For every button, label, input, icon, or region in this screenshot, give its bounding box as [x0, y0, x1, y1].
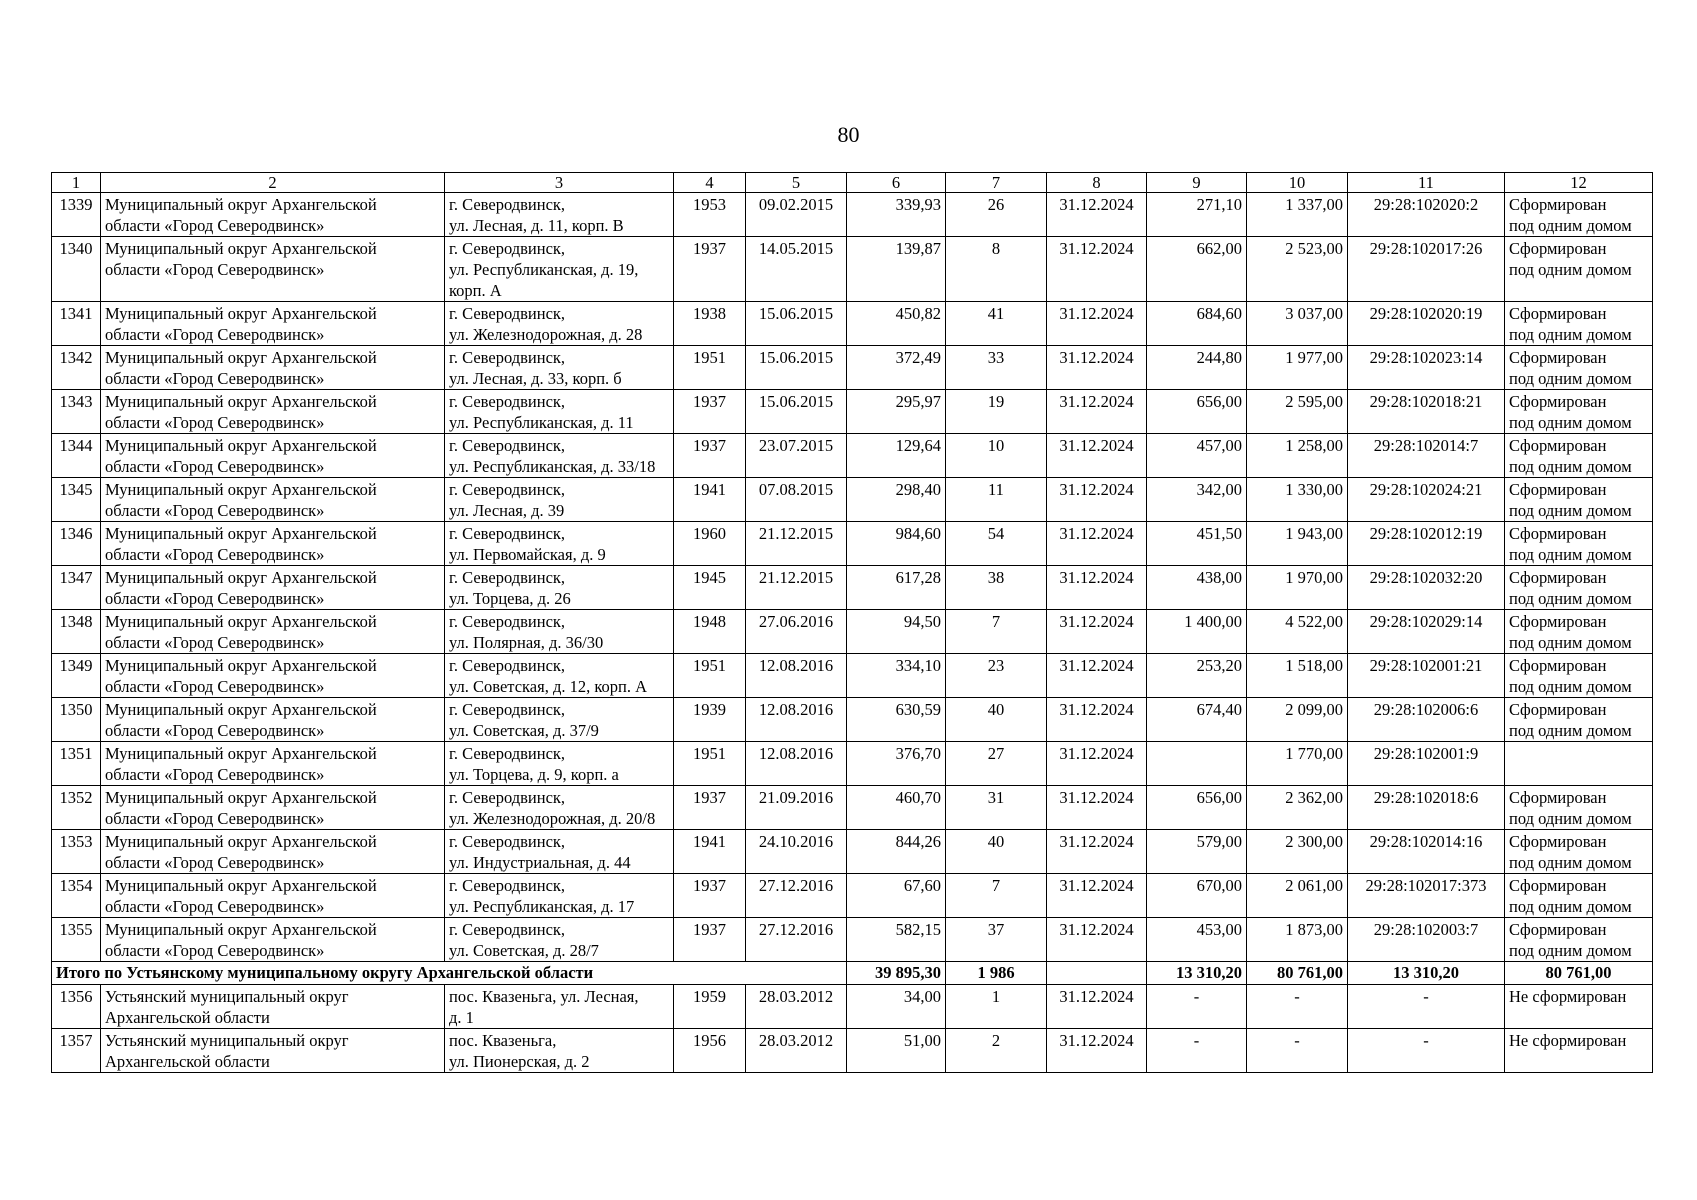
- owner-cell: Муниципальный округ Архангельской области «Город Северодвинск»: [101, 346, 445, 390]
- address-cell: г. Северодвинск, ул. Республиканская, д. 17: [445, 874, 674, 918]
- year-cell: 1937: [674, 390, 746, 434]
- area-cell: 298,40: [847, 478, 946, 522]
- deadline-cell: 31.12.2024: [1047, 1029, 1147, 1073]
- people-cell: 54: [946, 522, 1047, 566]
- area-cell: 844,26: [847, 830, 946, 874]
- address-cell: г. Северодвинск, ул. Республиканская, д. 11: [445, 390, 674, 434]
- address-cell: г. Северодвинск, ул. Советская, д. 12, корп. А: [445, 654, 674, 698]
- date-cell: 14.05.2015: [746, 237, 847, 302]
- date-cell: 12.08.2016: [746, 742, 847, 786]
- row-number: 1340: [52, 237, 101, 302]
- total-land-area: 13 310,20: [1147, 962, 1247, 985]
- column-header: 6: [847, 173, 946, 193]
- table-row: [52, 193, 1653, 237]
- table-row: [52, 522, 1653, 566]
- table-row: [52, 786, 1653, 830]
- year-cell: 1956: [674, 1029, 746, 1073]
- year-cell: 1953: [674, 193, 746, 237]
- total-status: 80 761,00: [1505, 962, 1653, 985]
- table-row: [52, 346, 1653, 390]
- owner-cell: Муниципальный округ Архангельской области «Город Северодвинск»: [101, 742, 445, 786]
- deadline-cell: 31.12.2024: [1047, 742, 1147, 786]
- land-area-cell: 438,00: [1147, 566, 1247, 610]
- table-row: [52, 1029, 1653, 1073]
- people-cell: 38: [946, 566, 1047, 610]
- status-cell: Сформирован под одним домом: [1505, 698, 1653, 742]
- cadastre-cell: 29:28:102006:6: [1348, 698, 1505, 742]
- date-cell: 23.07.2015: [746, 434, 847, 478]
- status-cell: Не сформирован: [1505, 1029, 1653, 1073]
- column-header: 8: [1047, 173, 1147, 193]
- status-cell: Сформирован под одним домом: [1505, 566, 1653, 610]
- year-cell: 1937: [674, 434, 746, 478]
- cadastre-cell: 29:28:102029:14: [1348, 610, 1505, 654]
- deadline-cell: 31.12.2024: [1047, 830, 1147, 874]
- housing-table: [51, 172, 1653, 1073]
- status-cell: Сформирован под одним домом: [1505, 237, 1653, 302]
- address-cell: г. Северодвинск, ул. Республиканская, д. 33/18: [445, 434, 674, 478]
- deadline-cell: 31.12.2024: [1047, 522, 1147, 566]
- address-cell: г. Северодвинск, ул. Советская, д. 37/9: [445, 698, 674, 742]
- year-cell: 1945: [674, 566, 746, 610]
- row-number: 1348: [52, 610, 101, 654]
- owner-cell: Устьянский муниципальный округ Архангельской области: [101, 1029, 445, 1073]
- plot-area-cell: 1 337,00: [1247, 193, 1348, 237]
- address-cell: г. Северодвинск, ул. Лесная, д. 11, корп. В: [445, 193, 674, 237]
- total-empty: [1047, 962, 1147, 985]
- status-cell: Сформирован под одним домом: [1505, 874, 1653, 918]
- date-cell: 27.06.2016: [746, 610, 847, 654]
- people-cell: 11: [946, 478, 1047, 522]
- address-cell: г. Северодвинск, ул. Торцева, д. 26: [445, 566, 674, 610]
- deadline-cell: 31.12.2024: [1047, 566, 1147, 610]
- year-cell: 1948: [674, 610, 746, 654]
- table-row: [52, 654, 1653, 698]
- column-header: 5: [746, 173, 847, 193]
- land-area-cell: 656,00: [1147, 390, 1247, 434]
- people-cell: 27: [946, 742, 1047, 786]
- land-area-cell: 457,00: [1147, 434, 1247, 478]
- table-row: [52, 918, 1653, 962]
- area-cell: 372,49: [847, 346, 946, 390]
- year-cell: 1941: [674, 830, 746, 874]
- row-number: 1355: [52, 918, 101, 962]
- plot-area-cell: 2 099,00: [1247, 698, 1348, 742]
- row-number: 1344: [52, 434, 101, 478]
- plot-area-cell: 2 595,00: [1247, 390, 1348, 434]
- table-row: [52, 874, 1653, 918]
- people-cell: 8: [946, 237, 1047, 302]
- address-cell: г. Северодвинск, ул. Первомайская, д. 9: [445, 522, 674, 566]
- address-cell: г. Северодвинск, ул. Республиканская, д. 19, корп. А: [445, 237, 674, 302]
- column-header: 2: [101, 173, 445, 193]
- column-number-row: [52, 173, 1653, 193]
- column-header: 10: [1247, 173, 1348, 193]
- people-cell: 33: [946, 346, 1047, 390]
- cadastre-cell: 29:28:102018:6: [1348, 786, 1505, 830]
- cadastre-cell: 29:28:102020:2: [1348, 193, 1505, 237]
- people-cell: 7: [946, 610, 1047, 654]
- date-cell: 15.06.2015: [746, 302, 847, 346]
- table-row: [52, 390, 1653, 434]
- owner-cell: Муниципальный округ Архангельской области «Город Северодвинск»: [101, 918, 445, 962]
- deadline-cell: 31.12.2024: [1047, 346, 1147, 390]
- row-number: 1352: [52, 786, 101, 830]
- year-cell: 1951: [674, 742, 746, 786]
- deadline-cell: 31.12.2024: [1047, 786, 1147, 830]
- owner-cell: Муниципальный округ Архангельской области «Город Северодвинск»: [101, 830, 445, 874]
- deadline-cell: 31.12.2024: [1047, 698, 1147, 742]
- status-cell: Сформирован под одним домом: [1505, 302, 1653, 346]
- status-cell: Сформирован под одним домом: [1505, 434, 1653, 478]
- column-header: 1: [52, 173, 101, 193]
- row-number: 1339: [52, 193, 101, 237]
- date-cell: 15.06.2015: [746, 390, 847, 434]
- total-plot-area: 80 761,00: [1247, 962, 1348, 985]
- people-cell: 26: [946, 193, 1047, 237]
- table-row: [52, 478, 1653, 522]
- status-cell: Сформирован под одним домом: [1505, 786, 1653, 830]
- status-cell: Сформирован под одним домом: [1505, 478, 1653, 522]
- people-cell: 40: [946, 830, 1047, 874]
- date-cell: 28.03.2012: [746, 1029, 847, 1073]
- row-number: 1347: [52, 566, 101, 610]
- year-cell: 1951: [674, 346, 746, 390]
- year-cell: 1937: [674, 918, 746, 962]
- address-cell: г. Северодвинск, ул. Советская, д. 28/7: [445, 918, 674, 962]
- land-area-cell: 253,20: [1147, 654, 1247, 698]
- deadline-cell: 31.12.2024: [1047, 390, 1147, 434]
- cadastre-cell: -: [1348, 1029, 1505, 1073]
- land-area-cell: 674,40: [1147, 698, 1247, 742]
- land-area-cell: 453,00: [1147, 918, 1247, 962]
- area-cell: 334,10: [847, 654, 946, 698]
- row-number: 1357: [52, 1029, 101, 1073]
- date-cell: 21.09.2016: [746, 786, 847, 830]
- owner-cell: Муниципальный округ Архангельской области «Город Северодвинск»: [101, 237, 445, 302]
- year-cell: 1951: [674, 654, 746, 698]
- cadastre-cell: 29:28:102017:26: [1348, 237, 1505, 302]
- total-people: 1 986: [946, 962, 1047, 985]
- address-cell: г. Северодвинск, ул. Железнодорожная, д. 28: [445, 302, 674, 346]
- status-cell: Сформирован под одним домом: [1505, 193, 1653, 237]
- area-cell: 67,60: [847, 874, 946, 918]
- status-cell: Не сформирован: [1505, 985, 1653, 1029]
- land-area-cell: 684,60: [1147, 302, 1247, 346]
- owner-cell: Устьянский муниципальный округ Архангельской области: [101, 985, 445, 1029]
- deadline-cell: 31.12.2024: [1047, 302, 1147, 346]
- plot-area-cell: 2 362,00: [1247, 786, 1348, 830]
- land-area-cell: 656,00: [1147, 786, 1247, 830]
- column-header: 12: [1505, 173, 1653, 193]
- land-area-cell: -: [1147, 1029, 1247, 1073]
- people-cell: 10: [946, 434, 1047, 478]
- people-cell: 31: [946, 786, 1047, 830]
- row-number: 1354: [52, 874, 101, 918]
- cadastre-cell: 29:28:102032:20: [1348, 566, 1505, 610]
- people-cell: 2: [946, 1029, 1047, 1073]
- year-cell: 1959: [674, 985, 746, 1029]
- people-cell: 7: [946, 874, 1047, 918]
- address-cell: г. Северодвинск, ул. Индустриальная, д. 44: [445, 830, 674, 874]
- status-cell: Сформирован под одним домом: [1505, 390, 1653, 434]
- plot-area-cell: 1 518,00: [1247, 654, 1348, 698]
- deadline-cell: 31.12.2024: [1047, 874, 1147, 918]
- deadline-cell: 31.12.2024: [1047, 193, 1147, 237]
- row-number: 1343: [52, 390, 101, 434]
- plot-area-cell: 1 258,00: [1247, 434, 1348, 478]
- deadline-cell: 31.12.2024: [1047, 918, 1147, 962]
- column-header: 4: [674, 173, 746, 193]
- table-row: [52, 985, 1653, 1029]
- date-cell: 12.08.2016: [746, 654, 847, 698]
- deadline-cell: 31.12.2024: [1047, 985, 1147, 1029]
- people-cell: 1: [946, 985, 1047, 1029]
- plot-area-cell: 2 523,00: [1247, 237, 1348, 302]
- land-area-cell: 662,00: [1147, 237, 1247, 302]
- area-cell: 984,60: [847, 522, 946, 566]
- plot-area-cell: 2 061,00: [1247, 874, 1348, 918]
- area-cell: 617,28: [847, 566, 946, 610]
- date-cell: 21.12.2015: [746, 566, 847, 610]
- plot-area-cell: 1 977,00: [1247, 346, 1348, 390]
- plot-area-cell: -: [1247, 1029, 1348, 1073]
- area-cell: 376,70: [847, 742, 946, 786]
- land-area-cell: 271,10: [1147, 193, 1247, 237]
- date-cell: 24.10.2016: [746, 830, 847, 874]
- land-area-cell: 1 400,00: [1147, 610, 1247, 654]
- people-cell: 23: [946, 654, 1047, 698]
- table-row: [52, 434, 1653, 478]
- area-cell: 460,70: [847, 786, 946, 830]
- plot-area-cell: 1 943,00: [1247, 522, 1348, 566]
- table-row: [52, 237, 1653, 302]
- year-cell: 1937: [674, 237, 746, 302]
- land-area-cell: 670,00: [1147, 874, 1247, 918]
- date-cell: 21.12.2015: [746, 522, 847, 566]
- cadastre-cell: 29:28:102024:21: [1348, 478, 1505, 522]
- deadline-cell: 31.12.2024: [1047, 654, 1147, 698]
- cadastre-cell: 29:28:102017:373: [1348, 874, 1505, 918]
- plot-area-cell: 1 873,00: [1247, 918, 1348, 962]
- address-cell: г. Северодвинск, ул. Лесная, д. 39: [445, 478, 674, 522]
- area-cell: 94,50: [847, 610, 946, 654]
- year-cell: 1939: [674, 698, 746, 742]
- row-number: 1341: [52, 302, 101, 346]
- area-cell: 129,64: [847, 434, 946, 478]
- year-cell: 1941: [674, 478, 746, 522]
- cadastre-cell: 29:28:102001:21: [1348, 654, 1505, 698]
- deadline-cell: 31.12.2024: [1047, 478, 1147, 522]
- date-cell: 27.12.2016: [746, 874, 847, 918]
- owner-cell: Муниципальный округ Архангельской области «Город Северодвинск»: [101, 874, 445, 918]
- status-cell: [1505, 742, 1653, 786]
- land-area-cell: 451,50: [1147, 522, 1247, 566]
- table-row: [52, 742, 1653, 786]
- land-area-cell: 579,00: [1147, 830, 1247, 874]
- people-cell: 19: [946, 390, 1047, 434]
- plot-area-cell: 1 330,00: [1247, 478, 1348, 522]
- people-cell: 41: [946, 302, 1047, 346]
- deadline-cell: 31.12.2024: [1047, 237, 1147, 302]
- year-cell: 1938: [674, 302, 746, 346]
- owner-cell: Муниципальный округ Архангельской области «Город Северодвинск»: [101, 610, 445, 654]
- address-cell: г. Северодвинск, ул. Полярная, д. 36/30: [445, 610, 674, 654]
- address-cell: г. Северодвинск, ул. Железнодорожная, д. 20/8: [445, 786, 674, 830]
- area-cell: 51,00: [847, 1029, 946, 1073]
- date-cell: 07.08.2015: [746, 478, 847, 522]
- cadastre-cell: 29:28:102014:16: [1348, 830, 1505, 874]
- owner-cell: Муниципальный округ Архангельской области «Город Северодвинск»: [101, 654, 445, 698]
- area-cell: 139,87: [847, 237, 946, 302]
- status-cell: Сформирован под одним домом: [1505, 918, 1653, 962]
- status-cell: Сформирован под одним домом: [1505, 346, 1653, 390]
- row-number: 1356: [52, 985, 101, 1029]
- plot-area-cell: 1 970,00: [1247, 566, 1348, 610]
- owner-cell: Муниципальный округ Архангельской области «Город Северодвинск»: [101, 434, 445, 478]
- deadline-cell: 31.12.2024: [1047, 434, 1147, 478]
- owner-cell: Муниципальный округ Архангельской области «Город Северодвинск»: [101, 566, 445, 610]
- total-label: Итого по Устьянскому муниципальному округу Архангельской области: [52, 962, 847, 985]
- address-cell: пос. Квазеньга, ул. Лесная, д. 1: [445, 985, 674, 1029]
- row-number: 1346: [52, 522, 101, 566]
- year-cell: 1937: [674, 874, 746, 918]
- plot-area-cell: 3 037,00: [1247, 302, 1348, 346]
- year-cell: 1937: [674, 786, 746, 830]
- column-header: 7: [946, 173, 1047, 193]
- total-cadastre: 13 310,20: [1348, 962, 1505, 985]
- year-cell: 1960: [674, 522, 746, 566]
- land-area-cell: 244,80: [1147, 346, 1247, 390]
- owner-cell: Муниципальный округ Архангельской области «Город Северодвинск»: [101, 302, 445, 346]
- column-header: 3: [445, 173, 674, 193]
- plot-area-cell: 4 522,00: [1247, 610, 1348, 654]
- land-area-cell: 342,00: [1147, 478, 1247, 522]
- area-cell: 582,15: [847, 918, 946, 962]
- row-number: 1342: [52, 346, 101, 390]
- address-cell: г. Северодвинск, ул. Торцева, д. 9, корп. а: [445, 742, 674, 786]
- cadastre-cell: 29:28:102018:21: [1348, 390, 1505, 434]
- row-number: 1350: [52, 698, 101, 742]
- cadastre-cell: 29:28:102020:19: [1348, 302, 1505, 346]
- owner-cell: Муниципальный округ Архангельской области «Город Северодвинск»: [101, 478, 445, 522]
- cadastre-cell: 29:28:102001:9: [1348, 742, 1505, 786]
- row-number: 1351: [52, 742, 101, 786]
- area-cell: 450,82: [847, 302, 946, 346]
- page-number: 80: [837, 122, 860, 147]
- plot-area-cell: -: [1247, 985, 1348, 1029]
- column-header: 11: [1348, 173, 1505, 193]
- people-cell: 40: [946, 698, 1047, 742]
- area-cell: 295,97: [847, 390, 946, 434]
- cadastre-cell: 29:28:102014:7: [1348, 434, 1505, 478]
- status-cell: Сформирован под одним домом: [1505, 522, 1653, 566]
- total-area: 39 895,30: [847, 962, 946, 985]
- row-number: 1345: [52, 478, 101, 522]
- owner-cell: Муниципальный округ Архангельской области «Город Северодвинск»: [101, 193, 445, 237]
- status-cell: Сформирован под одним домом: [1505, 654, 1653, 698]
- cadastre-cell: 29:28:102023:14: [1348, 346, 1505, 390]
- owner-cell: Муниципальный округ Архангельской области «Город Северодвинск»: [101, 390, 445, 434]
- date-cell: 09.02.2015: [746, 193, 847, 237]
- area-cell: 34,00: [847, 985, 946, 1029]
- people-cell: 37: [946, 918, 1047, 962]
- date-cell: 12.08.2016: [746, 698, 847, 742]
- address-cell: пос. Квазеньга, ул. Пионерская, д. 2: [445, 1029, 674, 1073]
- row-number: 1353: [52, 830, 101, 874]
- cadastre-cell: 29:28:102003:7: [1348, 918, 1505, 962]
- cadastre-cell: -: [1348, 985, 1505, 1029]
- table-row: [52, 566, 1653, 610]
- plot-area-cell: 2 300,00: [1247, 830, 1348, 874]
- address-cell: г. Северодвинск, ул. Лесная, д. 33, корп. б: [445, 346, 674, 390]
- owner-cell: Муниципальный округ Архангельской области «Город Северодвинск»: [101, 698, 445, 742]
- column-header: 9: [1147, 173, 1247, 193]
- date-cell: 15.06.2015: [746, 346, 847, 390]
- land-area-cell: [1147, 742, 1247, 786]
- land-area-cell: -: [1147, 985, 1247, 1029]
- table-row: [52, 830, 1653, 874]
- date-cell: 27.12.2016: [746, 918, 847, 962]
- date-cell: 28.03.2012: [746, 985, 847, 1029]
- owner-cell: Муниципальный округ Архангельской области «Город Северодвинск»: [101, 786, 445, 830]
- table-row: [52, 302, 1653, 346]
- table-row: [52, 610, 1653, 654]
- status-cell: Сформирован под одним домом: [1505, 610, 1653, 654]
- deadline-cell: 31.12.2024: [1047, 610, 1147, 654]
- area-cell: 339,93: [847, 193, 946, 237]
- plot-area-cell: 1 770,00: [1247, 742, 1348, 786]
- row-number: 1349: [52, 654, 101, 698]
- table-row: [52, 698, 1653, 742]
- cadastre-cell: 29:28:102012:19: [1348, 522, 1505, 566]
- status-cell: Сформирован под одним домом: [1505, 830, 1653, 874]
- owner-cell: Муниципальный округ Архангельской области «Город Северодвинск»: [101, 522, 445, 566]
- total-row: [52, 962, 1653, 985]
- area-cell: 630,59: [847, 698, 946, 742]
